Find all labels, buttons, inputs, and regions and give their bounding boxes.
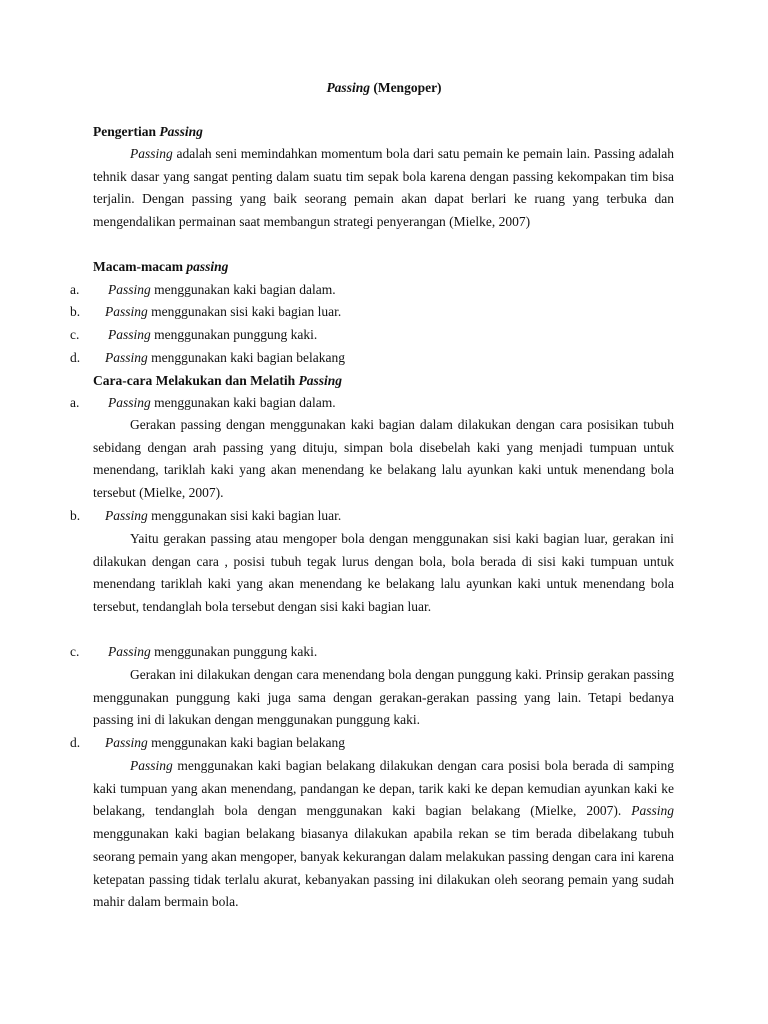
list-item: d. Passing menggunakan kaki bagian belakang bbox=[70, 350, 345, 365]
section-heading-a: a. Passing menggunakan kaki bagian dalam. bbox=[70, 395, 336, 410]
list-item: a. Passing menggunakan kaki bagian dalam. bbox=[70, 282, 336, 297]
paragraph-a: Gerakan passing dengan menggunakan kaki bagian dalam dilakukan dengan cara posisikan tubuh sebidang dengan arah passing yang dituju, simpan bola disebelah kaki yang menjadi tumpuan untuk menendang, tariklah kaki yang akan menendang ke belakang lalu ayunkan kaki untuk menendang bola tersebut (Mielke, 2007). bbox=[93, 417, 674, 501]
section-heading-b: b. Passing menggunakan sisi kaki bagian luar. bbox=[70, 508, 342, 523]
paragraph-d: Passing menggunakan kaki bagian belakang dilakukan dengan cara posisi bola berada di samping kaki tumpuan yang akan menendang, pandangan ke depan, tarik kaki ke depan kemudian ayunkan kaki ke belakang, tendanglah bola dengan menggunakan kaki bagian belakang (Mielke, 2007). Passing menggunakan kaki bagian belakang biasanya dilakukan apabila rekan se tim berada dibelakang tubuh seorang pemain yang akan mengoper, banyak kekurangan dalam melakukan passing dengan cara ini karena ketepatan passing tidak terlalu akurat, kebanyakan passing ini dilakukan oleh seorang pemain yang sudah mahir dalam bermain bola. bbox=[93, 758, 674, 910]
section-heading-c: c. Passing menggunakan punggung kaki. bbox=[70, 644, 318, 659]
paragraph-pengertian: Passing adalah seni memindahkan momentum bola dari satu pemain ke pemain lain. Passing adalah tehnik dasar yang sangat penting dalam suatu tim sepak bola karena dengan passing kekompakan tim bisa terjalin. Dengan passing yang baik seorang pemain akan dapat berlari ke ruang yang terbuka dan mengendalikan permainan saat membangun strategi penyerangan (Mielke, 2007) bbox=[93, 146, 674, 230]
list-item: b. Passing menggunakan sisi kaki bagian luar. bbox=[70, 304, 342, 319]
section-heading-d: d. Passing menggunakan kaki bagian belakang bbox=[70, 735, 345, 750]
heading-cara-cara: Cara-cara Melakukan dan Melatih Passing bbox=[93, 373, 343, 388]
paragraph-b: Yaitu gerakan passing atau mengoper bola dengan menggunakan sisi kaki bagian luar, gerakan ini dilakukan dengan cara , posisi tubuh tegak lurus dengan bola, bola berada di sisi kaki tumpuan untuk menendang tariklah kaki yang akan menendang ke belakang lalu ayunkan kaki untuk menendang bola tersebut, tendanglah bola tersebut dengan sisi kaki bagian luar. bbox=[93, 531, 674, 615]
list-item: c. Passing menggunakan punggung kaki. bbox=[70, 327, 318, 342]
heading-pengertian: Pengertian Passing bbox=[93, 124, 203, 139]
heading-macam-macam: Macam-macam passing bbox=[93, 259, 229, 274]
paragraph-c: Gerakan ini dilakukan dengan cara menendang bola dengan punggung kaki. Prinsip gerakan passing menggunakan punggung kaki juga sama dengan gerakan-gerakan passing yang lain. Tetapi bedanya passing ini di lakukan dengan menggunakan punggung kaki. bbox=[93, 667, 674, 728]
page-title: Passing (Mengoper) bbox=[326, 80, 442, 95]
